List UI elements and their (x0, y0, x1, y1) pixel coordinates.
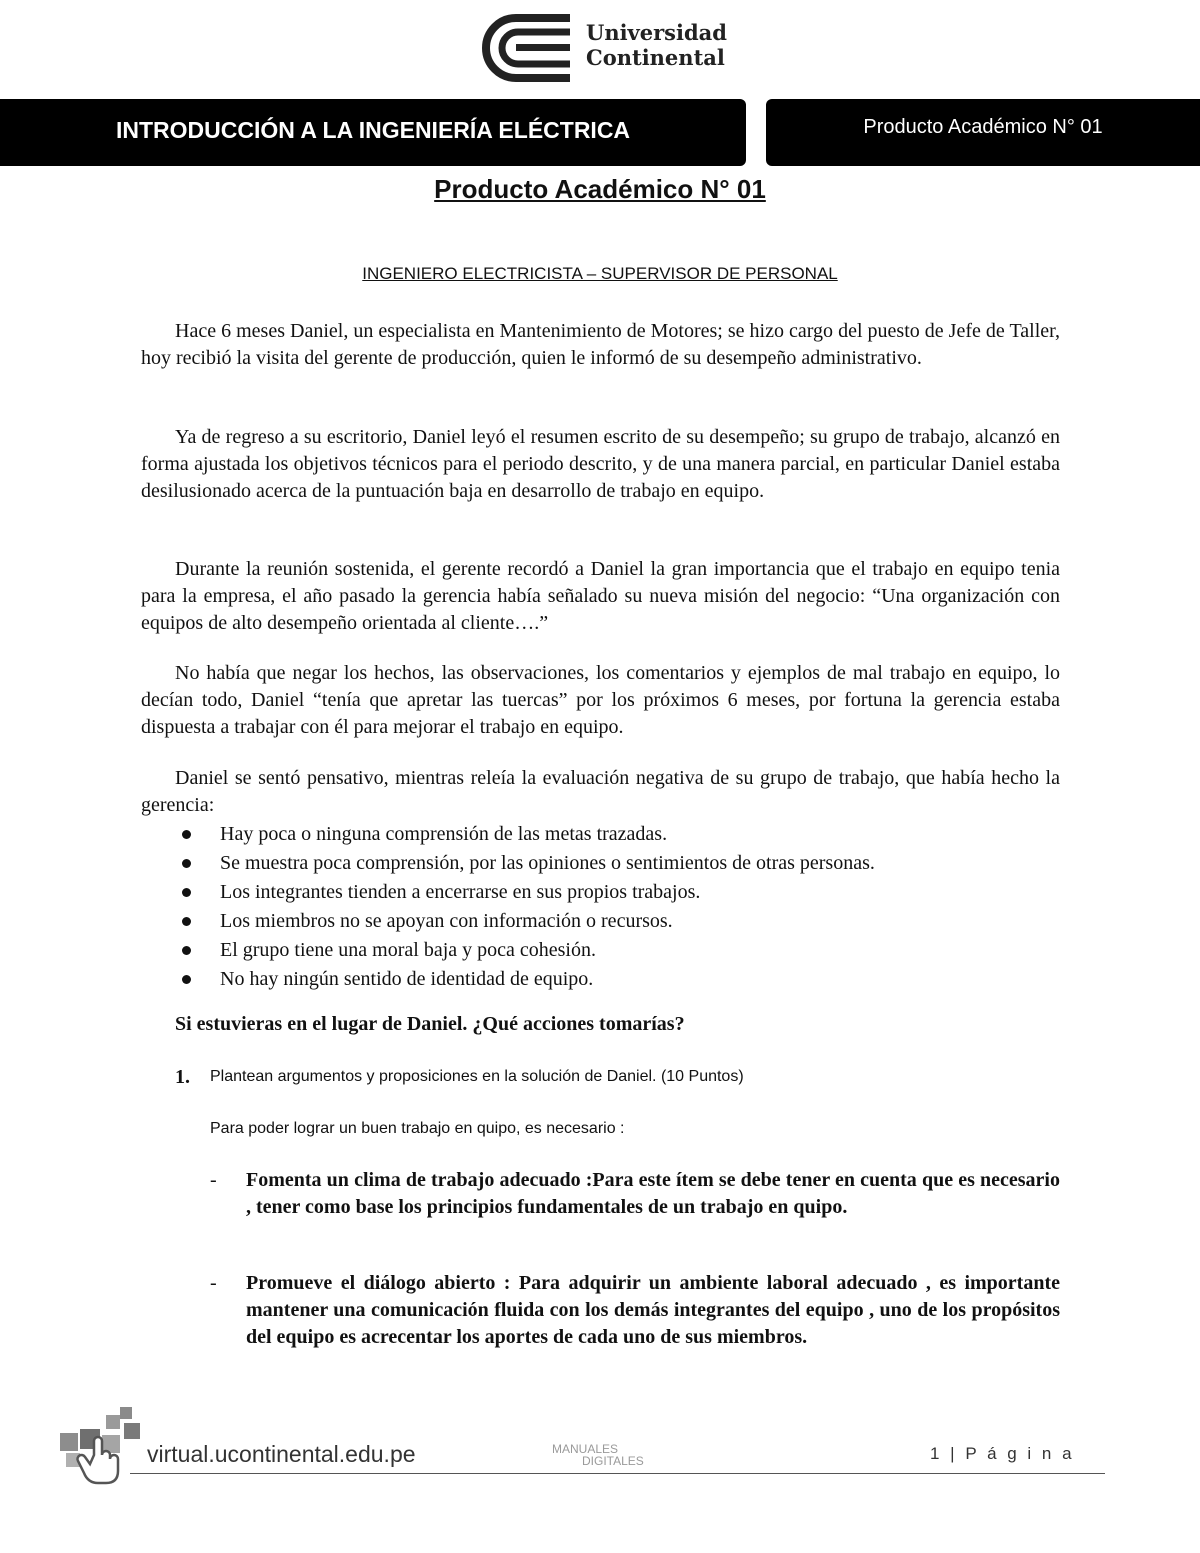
product-banner (766, 99, 1200, 166)
list-item-text: Los miembros no se apoyan con información o recursos. (220, 910, 673, 932)
document-subtitle: INGENIERO ELECTRICISTA – SUPERVISOR DE PERSONAL (362, 264, 838, 283)
paragraph-3: Durante la reunión sostenida, el gerente recordó a Daniel la gran importancia que el trabajo en equipo tenia para la empresa, el año pasado la gerencia había señalado su nueva misión del negocio: “Una organización con equipos de alto desempeño orientada al cliente….” (141, 558, 1060, 634)
item-number: 1. (175, 1066, 190, 1088)
page-number: 1 | P á g i n a (930, 1444, 1075, 1463)
course-banner (0, 99, 746, 166)
list-item (178, 965, 1058, 994)
answer-item-2 (210, 1270, 1060, 1351)
list-item (178, 820, 1058, 849)
logo-line-1: Universidad (586, 20, 727, 45)
bullet-icon (182, 859, 191, 868)
bullet-icon (182, 946, 191, 955)
product-label: Producto Académico N° 01 (863, 116, 1103, 138)
list-item (178, 878, 1058, 907)
bullet-icon (182, 830, 191, 839)
answer-text-2: Promueve el diálogo abierto : Para adquirir un ambiente laboral adecuado , es importante mantener una comunicación fluida con los demás integrantes del equipo , uno de los propósitos del equipo es acrecentar los aportes de cada uno de sus miembros. (246, 1272, 1060, 1348)
dash-marker: - (210, 1169, 217, 1191)
paragraph-4: No había que negar los hechos, las observaciones, los comentarios y ejemplos de mal trabajo en equipo, lo decían todo, Daniel “tenía que apretar las tuercas” por los próximos 6 meses, por fortuna la gerencia estaba dispuesta a trabajar con él para mejorar el trabajo en equipo. (141, 662, 1060, 738)
paragraph-2: Ya de regreso a su escritorio, Daniel leyó el resumen escrito de su desempeño; su grupo de trabajo, alcanzó en forma ajustada los objetivos técnicos para el periodo descrito, y de una manera parcial, en particular Daniel estaba desilusionado acerca de la puntuación baja en desarrollo de trabajo en equipo. (141, 426, 1060, 502)
document-title: Producto Académico N° 01 (434, 174, 766, 204)
answer-item-1 (210, 1167, 1060, 1221)
virtual-campus-icon (58, 1407, 143, 1487)
paragraph-1: Hace 6 meses Daniel, un especialista en Mantenimiento de Motores; se hizo cargo del puesto de Jefe de Taller, hoy recibió la visita del gerente de producción, quien le informó de su desempeño administrativo. (141, 320, 1060, 369)
paragraph-5: Daniel se sentó pensativo, mientras releía la evaluación negativa de su grupo de trabajo, que había hecho la gerencia: (141, 767, 1060, 816)
evaluation-list (178, 820, 1058, 994)
list-item-text: Se muestra poca comprensión, por las opiniones o sentimientos de otras personas. (220, 852, 875, 874)
bullet-icon (182, 917, 191, 926)
question-heading: Si estuvieras en el lugar de Daniel. ¿Qué acciones tomarías? (175, 1013, 685, 1035)
footer-divider (130, 1473, 1105, 1474)
item-text: Plantean argumentos y proposiciones en la solución de Daniel. (10 Puntos) (210, 1068, 744, 1085)
list-item-text: El grupo tiene una moral baja y poca cohesión. (220, 939, 596, 961)
list-item-text: Hay poca o ninguna comprensión de las metas trazadas. (220, 823, 668, 845)
list-item (178, 936, 1058, 965)
logo-text (586, 20, 727, 70)
manuales-line-2: DIGITALES (582, 1454, 644, 1468)
bullet-icon (182, 975, 191, 984)
list-item (178, 907, 1058, 936)
footer-url: virtual.ucontinental.edu.pe (147, 1441, 416, 1467)
list-item (178, 849, 1058, 878)
uc-logo-icon (482, 14, 582, 82)
manuales-digitales-logo (552, 1443, 644, 1467)
bullet-icon (182, 888, 191, 897)
course-title: INTRODUCCIÓN A LA INGENIERÍA ELÉCTRICA (115, 117, 631, 143)
list-item-text: Los integrantes tienden a encerrarse en sus propios trabajos. (220, 881, 701, 903)
item-intro: Para poder lograr un buen trabajo en quipo, es necesario : (210, 1120, 625, 1137)
list-item-text: No hay ningún sentido de identidad de equipo. (220, 968, 594, 990)
dash-marker: - (210, 1272, 217, 1294)
logo-line-2: Continental (586, 45, 725, 70)
answer-text-1: Fomenta un clima de trabajo adecuado :Para este ítem se debe tener en cuenta que es necesario , tener como base los principios fundamentales de un trabajo en quipo. (246, 1169, 1060, 1218)
manuales-line-1: MANUALES (552, 1442, 619, 1456)
